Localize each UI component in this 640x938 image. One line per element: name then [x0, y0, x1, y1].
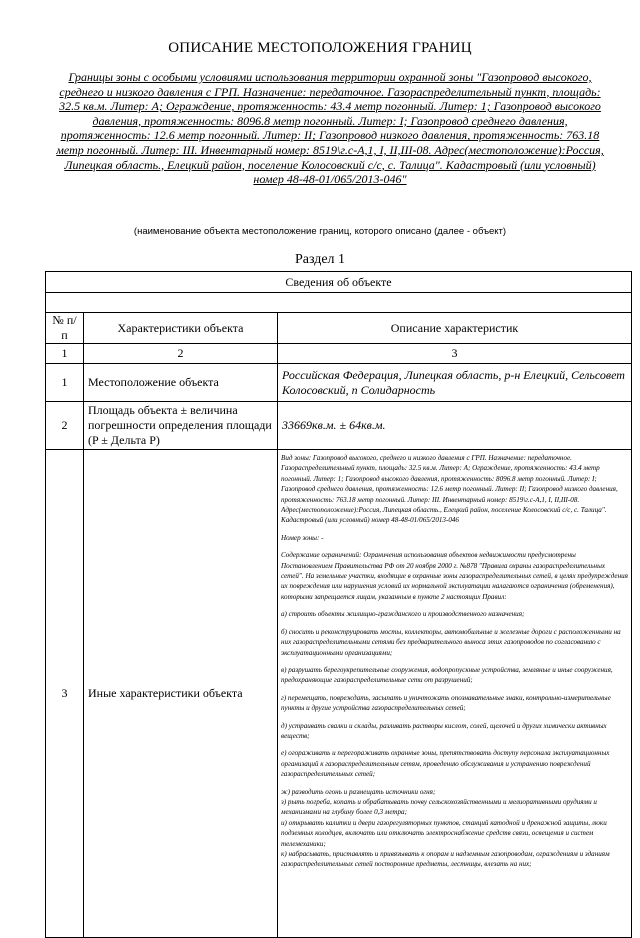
row-value: Российская Федерация, Липецкая область, р-н Елецкий, Сельсовет Колосовский, п Солидарность: [278, 364, 632, 402]
restrictions-paragraph: Содержание ограничений: Ограничения использования объектов недвижимости предусмотрены Постановлением Правительства РФ от 20 ноября 2000 г. №878 "Правила охраны газораспределительных сетей". На земельные участки, входящие в охранные зоны газораспределительных сетей, в целях предупреждения их повреждения или нарушения условий их нормальной эксплуатации налагаются ограничения (обременения), которыми запрещается лицам, указанным в пункте 2 настоящих Правил:: [281, 551, 628, 601]
row-value: 33669кв.м. ± 64кв.м.: [278, 402, 632, 450]
row-characteristic: Местоположение объекта: [84, 364, 278, 402]
section-title: Раздел 1: [294, 252, 346, 267]
object-description: [50, 70, 610, 187]
document-title: ОПИСАНИЕ МЕСТОПОЛОЖЕНИЯ ГРАНИЦ: [168, 40, 472, 56]
restriction-item: д) устраивать свалки и склады, разливать растворы кислот, солей, щелочей и других химически активных веществ;: [281, 721, 607, 740]
table-title: Сведения об объекте: [46, 272, 632, 293]
row-characteristic: Площадь объекта ± величина погрешности определения площади (P ± Дельта P): [84, 402, 278, 450]
table-spacer-row: [46, 293, 632, 313]
column-number-3: 3: [278, 344, 632, 364]
row-number: 1: [46, 364, 84, 402]
header-num: № п/п: [46, 313, 84, 344]
object-caption: (наименование объекта местоположение границ, которого описано (далее - объект): [133, 226, 507, 237]
header-characteristic: Характеристики объекта: [84, 313, 278, 344]
header-description: Описание характеристик: [278, 313, 632, 344]
restriction-item: к) набрасывать, приставлять и привязывать к опорам и надземным газопроводам, ограждениям и зданиям газораспределительных сетей посторонние предметы, лестницы, влезать на них;: [281, 850, 610, 869]
column-number-2: 2: [84, 344, 278, 364]
restriction-item: в) разрушать берегоукрепительные сооружения, водопропускные устройства, земляные и иные сооружения, предохраняющие газораспределительные сети от разрушений;: [281, 665, 613, 685]
zone-number-paragraph: Номер зоны: -: [281, 533, 324, 542]
row-characteristic: Иные характеристики объекта: [84, 450, 278, 938]
restriction-item: е) огораживать и перегораживать охранные зоны, препятствовать доступу персонала эксплуатационных организаций к газораспределительным сетям, проведению обслуживания и устранению повреждений газораспределительных сетей;: [281, 749, 610, 779]
restriction-item: а) строить объекты жилищно-гражданского и производственного назначения;: [281, 610, 525, 619]
row-number: 2: [46, 402, 84, 450]
restriction-item: з) рыть погреба, копать и обрабатывать почву сельскохозяйственными и мелиоративными орудиями и механизмами на глубину более 0,3 метра;: [281, 797, 597, 817]
column-number-1: 1: [46, 344, 84, 364]
restriction-item: ж) разводить огонь и размещать источники огня;: [281, 787, 436, 796]
restriction-item: б) сносить и реконструировать мосты, коллекторы, автомобильные и железные дороги с расположенными на них газораспределительными сетями без предварительного выноса этих газопроводов по согласованию с эксплуатационными организациями;: [281, 627, 621, 657]
other-characteristics-text: [281, 453, 628, 937]
row-number: 3: [46, 450, 84, 938]
object-info-table: [45, 271, 632, 938]
other-characteristics-cell: [278, 450, 632, 938]
object-description-text: Границы зоны с особыми условиями использования территории охранной зоны "Газопровод высокого, среднего и низкого давления с ГРП. Назначение: передаточное. Газораспределительный пункт, площадь: 32.5 кв.м. Литер: А; Ограждение, протяженность: 43.4 метр погонный. Литер: 1; Газопровод высокого давления, протяженность: 8096.8 метр погонный. Литер: I; Газопровод среднего давления, протяженность: 12.6 метр погонный. Литер: II; Газопровод низкого давления, протяженность: 763.18 метр погонный. Литер: III. Инвентарный номер: 8519\г.с-А,1, I, II,III-08. Адрес(местоположение):Россия, Липецкая область., Елецкий район, поселение Колосовский с/с, с. Талица". Кадастровый (или условный) номер 48-48-01/065/2013-046": [56, 70, 604, 187]
restriction-item: г) перемещать, повреждать, засыпать и уничтожать опознавательные знаки, контрольно-измерительные пункты и другие устройства газораспределительных сетей;: [281, 693, 611, 713]
zone-type-paragraph: Вид зоны: Газопровод высокого, среднего и низкого давления с ГРП. Назначение: передаточное. Газораспределительный пункт, площадь: 32.5 кв.м. Литер: А; Ограждение, протяженность: 43.4 метр погонный. Литер: 1; Газопровод высокого давления, протяженность: 8096.8 метр погонный. Литер: I; Газопровод среднего давления, протяженность: 12.6 метр погонный. Литер: II; Газопровод низкого давления, протяженность: 763.18 метр погонный. Литер: III. Инвентарный номер: 8519\г.с-А,1, I, II,III-08. Адрес(местоположение):Россия, Липецкая область., Елецкий район, поселение Колосовский с/с, с. Талица". Кадастровый (или условный) номер 48-48-01/065/2013-046: [281, 454, 618, 525]
restriction-item: и) открывать калитки и двери газорегуляторных пунктов, станций катодной и дренажной защиты, люки подземных колодцев, включать или отключать электроснабжение средств связи, освещения и систем телемеханики;: [281, 818, 607, 848]
